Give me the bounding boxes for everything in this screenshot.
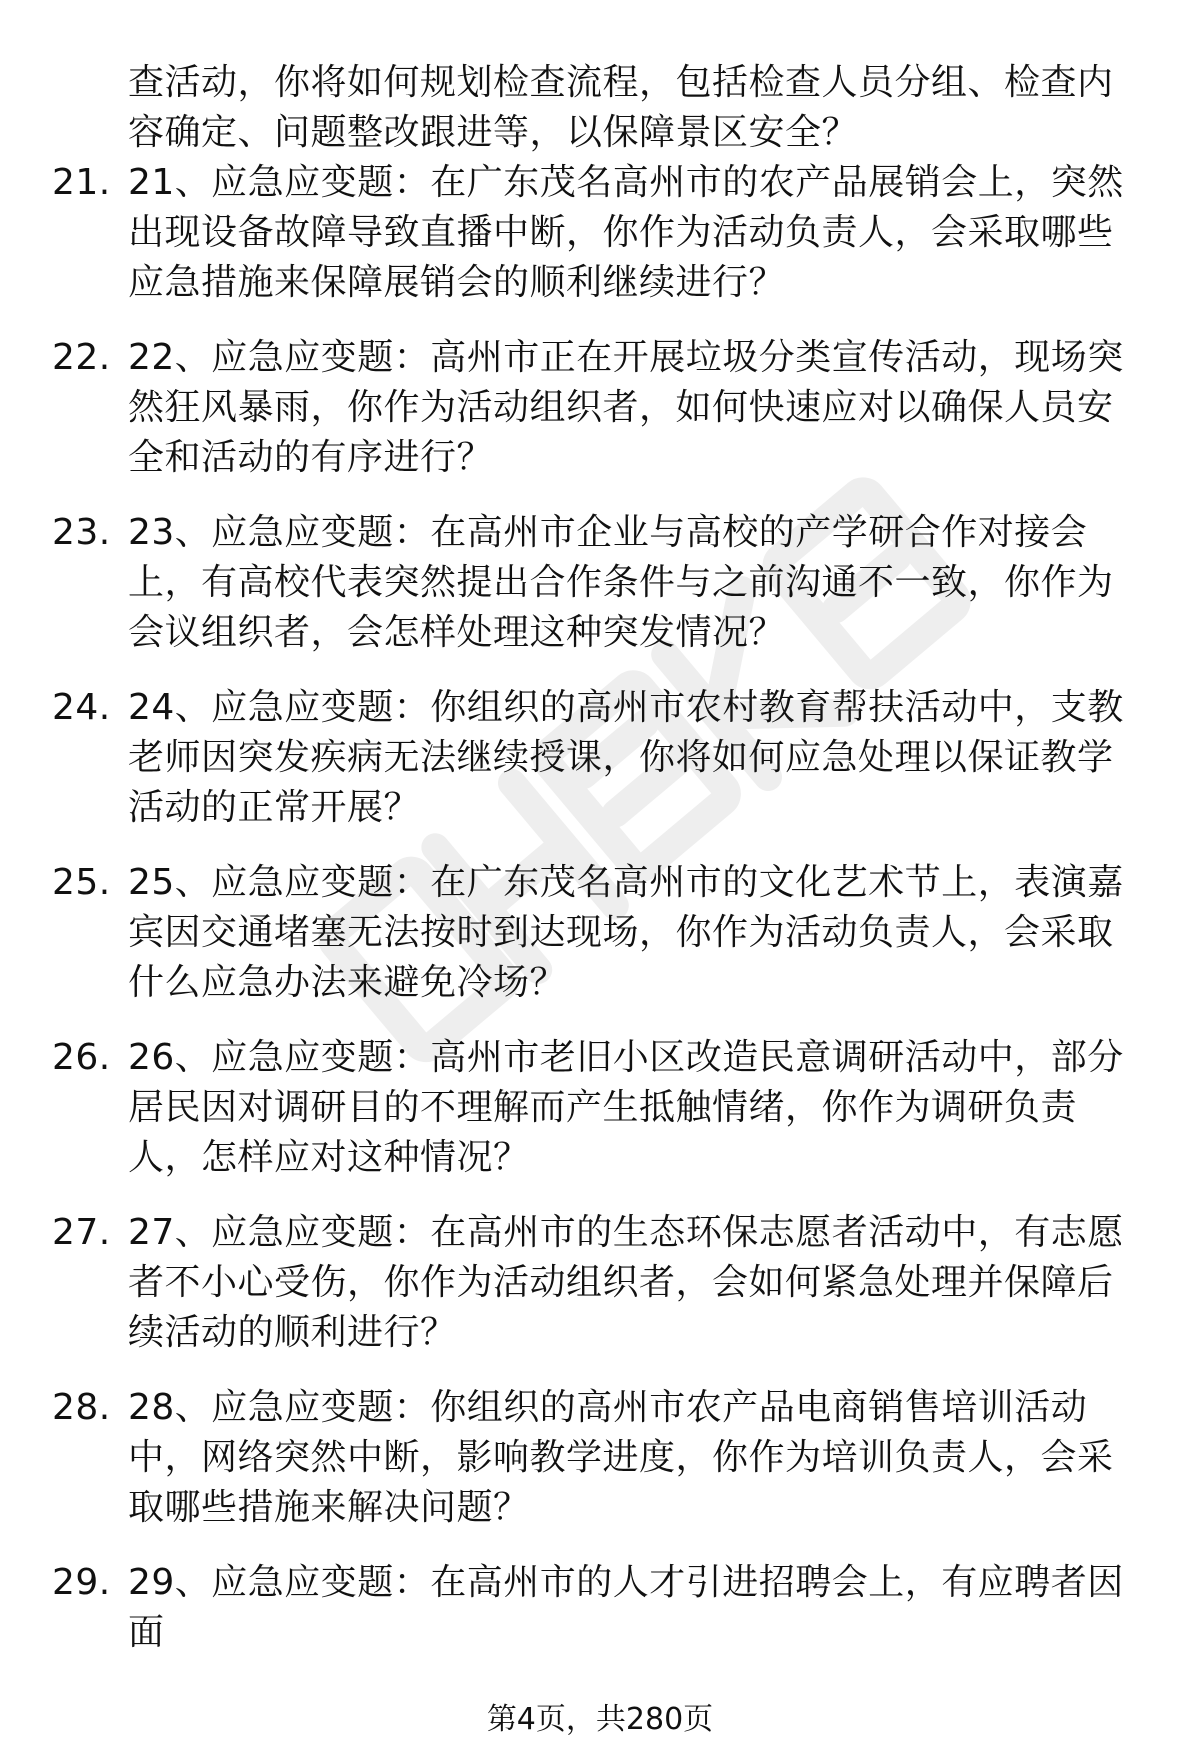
list-item-text: 26、应急应变题：高州市老旧小区改造民意调研活动中，部分居民因对调研目的不理解而产生抵触情绪，你作为调研负责人，怎样应对这种情况？ <box>128 1037 1124 1178</box>
list-item-number: 28. <box>52 1387 111 1428</box>
list-item-text: 25、应急应变题：在广东茂名高州市的文化艺术节上，表演嘉宾因交通堵塞无法按时到达现场，你作为活动负责人，会采取什么应急办法来避免冷场？ <box>128 862 1124 1003</box>
list-item-text: 23、应急应变题：在高州市企业与高校的产学研合作对接会上，有高校代表突然提出合作条件与之前沟通不一致，你作为会议组织者，会怎样处理这种突发情况？ <box>128 512 1114 653</box>
list-item-text: 29、应急应变题：在高州市的人才引进招聘会上，有应聘者因面 <box>128 1562 1124 1653</box>
list-item-text: 27、应急应变题：在高州市的生态环保志愿者活动中，有志愿者不小心受伤，你作为活动组织者，会如何紧急处理并保障后续活动的顺利进行？ <box>128 1212 1124 1353</box>
list-item-number: 21. <box>52 162 111 203</box>
list-item-number: 29. <box>52 1562 111 1603</box>
list-item-number: 26. <box>52 1037 111 1078</box>
list-item-number: 25. <box>52 862 111 903</box>
page-footer: 第4页，共280页 <box>486 1702 714 1737</box>
list-item-number: 27. <box>52 1212 111 1253</box>
list-item-number: 24. <box>52 687 111 728</box>
continuation-paragraph: 查活动，你将如何规划检查流程，包括检查人员分组、检查内容确定、问题整改跟进等，以保障景区安全？ <box>128 62 1114 153</box>
list-item-text: 22、应急应变题：高州市正在开展垃圾分类宣传活动，现场突然狂风暴雨，你作为活动组织者，如何快速应对以确保人员安全和活动的有序进行？ <box>128 337 1124 478</box>
list-item-number: 23. <box>52 512 111 553</box>
list-item-number: 22. <box>52 337 111 378</box>
list-item-text: 21、应急应变题：在广东茂名高州市的农产品展销会上，突然出现设备故障导致直播中断，你作为活动负责人，会采取哪些应急措施来保障展销会的顺利继续进行？ <box>128 162 1124 303</box>
list-item-text: 24、应急应变题：你组织的高州市农村教育帮扶活动中，支教老师因突发疾病无法继续授课，你将如何应急处理以保证教学活动的正常开展？ <box>128 687 1124 828</box>
list-item-text: 28、应急应变题：你组织的高州市农产品电商销售培训活动中，网络突然中断，影响教学进度，你作为培训负责人，会采取哪些措施来解决问题？ <box>128 1387 1114 1528</box>
